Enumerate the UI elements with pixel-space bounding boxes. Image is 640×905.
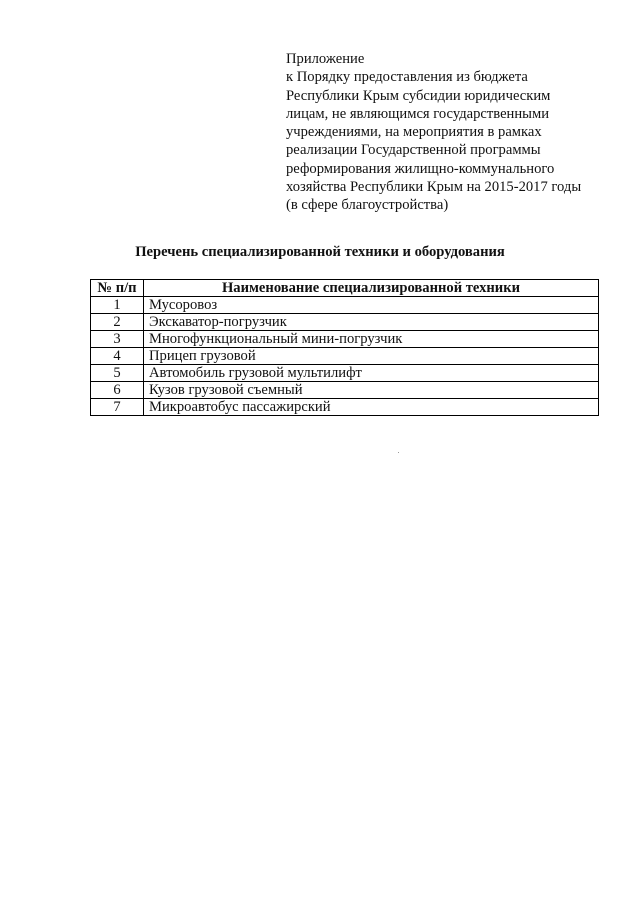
equipment-table [90, 279, 599, 416]
row-name: Автомобиль грузовой мультилифт [144, 365, 599, 382]
row-number: 7 [91, 399, 144, 416]
document-title: Перечень специализированной техники и оборудования [135, 244, 505, 260]
scan-speck [398, 452, 399, 453]
table-row [91, 348, 599, 365]
row-number: 5 [91, 365, 144, 382]
appendix-line: хозяйства Республики Крым на 2015-2017 годы [286, 179, 582, 196]
header-name: Наименование специализированной техники [144, 280, 599, 297]
appendix-line: Приложение [286, 51, 365, 67]
row-name: Экскаватор-погрузчик [144, 314, 599, 331]
appendix-line: Республики Крым субсидии юридическим [286, 87, 551, 104]
header-number: № п/п [91, 280, 144, 297]
row-name: Мусоровоз [144, 297, 599, 314]
table-row [91, 382, 599, 399]
table-row [91, 314, 599, 331]
row-name: Микроавтобус пассажирский [144, 399, 599, 416]
row-number: 4 [91, 348, 144, 365]
row-name: Прицеп грузовой [144, 348, 599, 365]
row-name: Многофункциональный мини-погрузчик [144, 331, 599, 348]
table-row [91, 297, 599, 314]
appendix-line: (в сфере благоустройства) [286, 197, 449, 214]
row-number: 3 [91, 331, 144, 348]
appendix-line: реформирования жилищно-коммунального [286, 160, 555, 177]
table-row [91, 331, 599, 348]
row-number: 2 [91, 314, 144, 331]
row-name: Кузов грузовой съемный [144, 382, 599, 399]
table-header-row [91, 280, 599, 297]
appendix-line: учреждениями, на мероприятия в рамках [286, 124, 542, 141]
table-row [91, 365, 599, 382]
row-number: 6 [91, 382, 144, 399]
row-number: 1 [91, 297, 144, 314]
table-row [91, 399, 599, 416]
appendix-line: реализации Государственной программы [286, 142, 541, 159]
appendix-line: лицам, не являющимся государственными [286, 105, 550, 122]
appendix-line: к Порядку предоставления из бюджета [286, 69, 528, 86]
appendix-note [286, 50, 626, 215]
